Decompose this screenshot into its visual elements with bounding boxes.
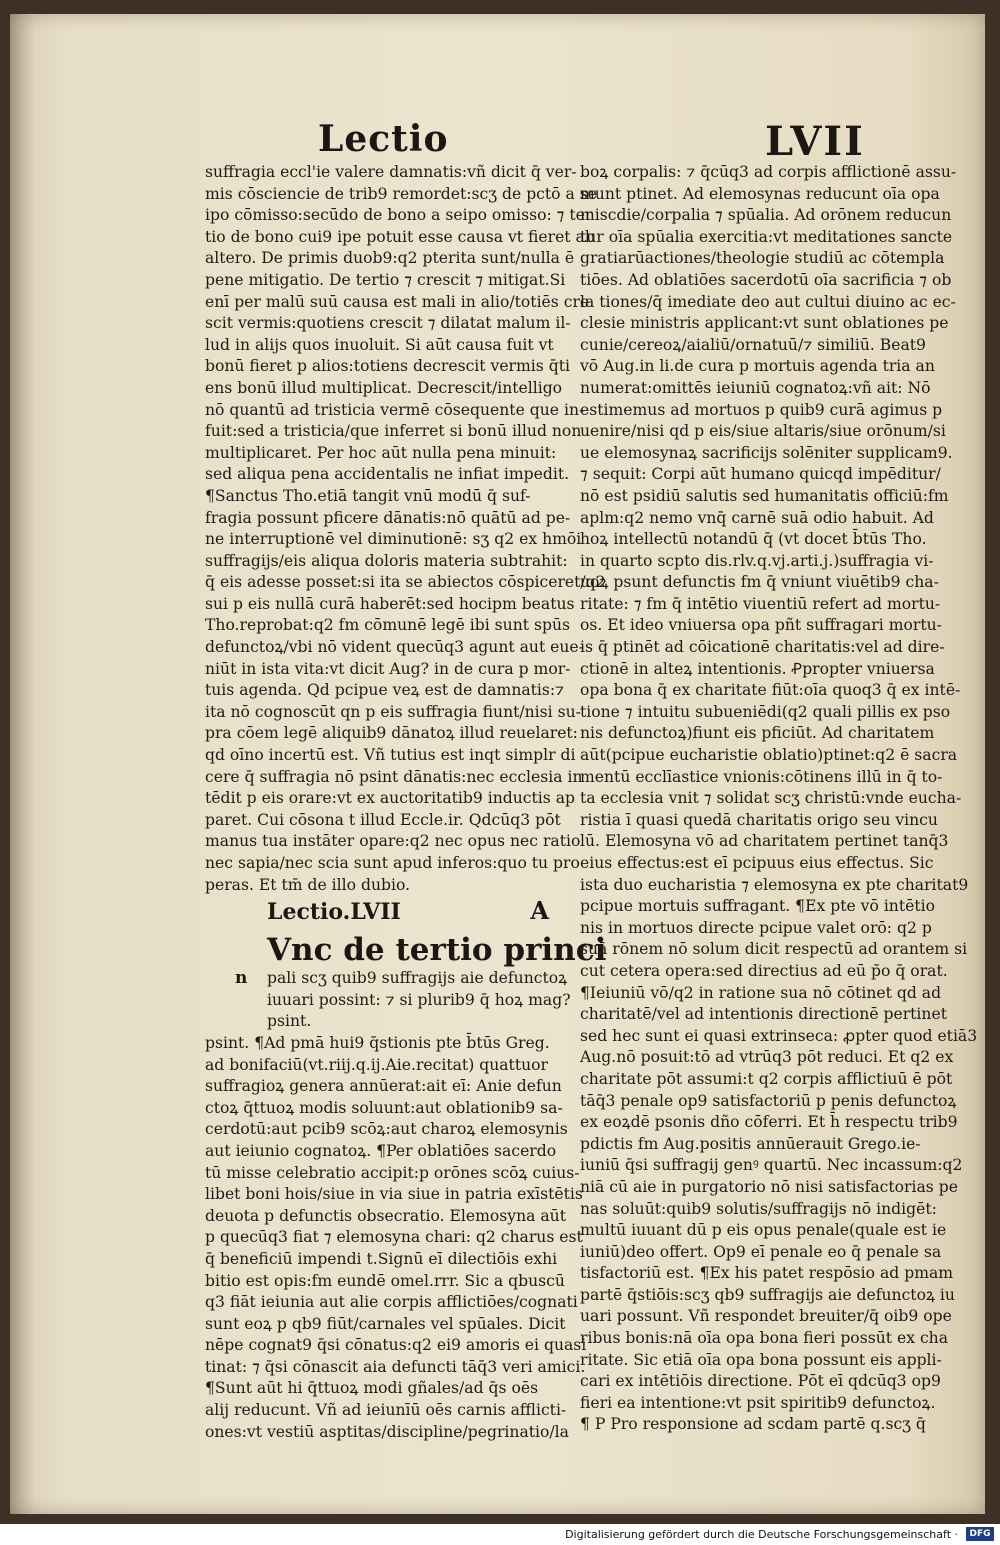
text-line: ipo cōmisso:secūdo de bono a seipo omisso: ⁊ ter <box>205 206 593 225</box>
text-line: suffragijs/eis aliqua doloris materia subtrahit: <box>205 551 568 570</box>
indented-block <box>205 968 571 1033</box>
text-line: tur oīa spūalia exercitia:vt meditationes sancte <box>580 227 953 246</box>
section-title: Lectio.LVII <box>267 899 401 926</box>
text-line: ta ecclesia vnit ⁊ solidat scʒ christū:vnde eucha- <box>580 789 962 808</box>
guide-letter: n <box>235 968 248 989</box>
section-heading <box>205 896 555 932</box>
text-line: pcipue mortuis suffragant. ¶Ex pte vō intētio <box>580 897 935 916</box>
text-line: ritate. Sic etiā oīa opa bona possunt eis appli- <box>580 1350 942 1369</box>
text-line: os. Et ideo vniuersa opa pñt suffragari mortu- <box>580 616 942 635</box>
text-line: fuit:sed a tristicia/que inferret si bonū illud non <box>205 422 582 441</box>
text-line: ex eoꝝdē psonis dño cōferri. Et h̄ respectu trib9 <box>580 1113 958 1132</box>
incipit-line: Vnc de tertio princi <box>267 932 607 969</box>
text-line: ritate: ⁊ fm q̄ intētio viuentiū refert ad mortu- <box>580 594 941 613</box>
running-head-left: Lectio <box>318 118 449 160</box>
text-line: sed aliqua pena accidentalis ne infiat impedit. <box>205 465 570 484</box>
text-line: peras. Et tm̄ de illo dubio. <box>205 875 411 894</box>
text-line: lud in alijs quos inuoluit. Si aūt causa fuit vt <box>205 335 554 354</box>
text-line: eius effectus:est eī pcipuus eius effectus. Sic <box>580 854 934 872</box>
text-line: psint. ¶Ad pmā hui9 q̄stionis pte b̄tūs Greg. <box>205 1033 550 1052</box>
text-line: psint. <box>267 1012 312 1031</box>
text-line: mentū ecclīastice vnionis:cōtinens illū in q̄ to- <box>580 767 943 786</box>
footer-bar <box>0 1524 1000 1545</box>
text-line: niā cū aie in purgatorio nō nisi satisfactorias pe <box>580 1177 958 1196</box>
text-line: tione ⁊ intuitu subueniēdi(q2 quali pillis ex pso <box>580 702 951 721</box>
text-line: q3 fiāt ieiunia aut alie corpis afflictiōes/cognati <box>205 1293 578 1312</box>
dfg-logo: DFG <box>966 1527 994 1541</box>
text-line: suffragia eccl'ie valere damnatis:vñ dicit q̄ ver- <box>205 163 577 181</box>
text-line: hoꝝ intellectū notandū q̄ (vt docet b̄tūs Tho. <box>580 530 927 549</box>
text-line: fragia possunt pficere dānatis:nō quātū ad pe- <box>205 508 571 527</box>
text-line: ¶Sanctus Tho.etiā tangit vnū modū q̄ suf- <box>205 486 531 505</box>
text-line: cerdotū:aut pcib9 scōꝝ:aut charoꝝ elemosynis <box>205 1120 568 1139</box>
text-line: enī per malū suū causa est mali in alio/totiēs cre <box>205 292 590 311</box>
text-line: ad bonifaciū(vt.riij.q.ij.Aie.recitat) quattuor <box>205 1055 548 1074</box>
page-gutter-shadow <box>10 14 36 1514</box>
indented-lines <box>205 968 571 1033</box>
text-line: ne interruptionē vel diminutionē: sʒ q2 ex hmōi <box>205 530 582 549</box>
text-line: multiplicaret. Per hoc aūt nulla pena minuit: <box>205 443 557 462</box>
text-line: Tho.reprobat:q2 fm cōmunē legē ibi sunt spūs <box>205 616 571 635</box>
text-line: tio de bono cui9 ipe potuit esse causa vt fieret ab <box>205 227 595 246</box>
text-line: ¶ P Pro responsione ad scdam partē q.scʒ q̄ <box>580 1415 926 1434</box>
text-line: numerat:omittēs ieiuniū cognatoꝝ:vñ ait: Nō <box>580 378 931 397</box>
text-line: uari possunt. Vñ respondet breuiter/q̄ oib9 ope <box>580 1307 952 1326</box>
text-line: gratiarūactiones/theologie studiū ac cōtempla <box>580 249 945 268</box>
text-line: charitatē/vel ad intentionis directionē pertinet <box>580 1005 947 1024</box>
text-line: altero. De primis duob9:q2 pterita sunt/nulla ē <box>205 249 575 268</box>
text-line: alij reducunt. Vñ ad ieiunīū oēs carnis afflicti- <box>205 1401 567 1420</box>
text-line: pali scʒ quib9 suffragijs aie defunctoꝝ <box>267 969 568 988</box>
text-line: ¶Ieiuniū vō/q2 in ratione sua nō cōtinet qd ad <box>580 983 942 1002</box>
text-line: tū misse celebratio accipit:p orōnes scōꝝ cuius- <box>205 1163 580 1182</box>
text-line: cunie/cereoꝝ/aialiū/ornatuū/⁊ similiū. Beat9 <box>580 335 926 354</box>
text-line: sunt eoꝝ p qb9 fiūt/carnales vel spūales. Dicit <box>205 1314 566 1333</box>
text-line: boꝝ corpalis: ⁊ q̄cūq3 ad corpis afflictionē assu- <box>580 163 957 181</box>
text-line: paret. Cui cōsona t illud Eccle.ir. Qdcūq3 pōt <box>205 810 561 829</box>
section-marginal-letter: A <box>530 896 549 926</box>
text-line: partē q̄stiōis:scʒ qb9 suffragijs aie defunctoꝝ iu <box>580 1285 955 1304</box>
text-line: bonū fieret p alios:totiens decrescit vermis q̄ti <box>205 357 570 376</box>
text-line: tuis agenda. Qd pcipue veꝝ est de damnatis:⁊ <box>205 681 565 700</box>
text-line: nis in mortuos directe pcipue valet orō: q2 p <box>580 918 932 937</box>
text-line: ones:vt vestiū asptitas/discipline/pegrinatio/la <box>205 1422 569 1441</box>
text-line: tāq̄3 penale op9 satisfactoriū p penis defunctoꝝ <box>580 1091 957 1110</box>
text-line: pdictis fm Aug.positis annūerauit Grego.ie- <box>580 1134 921 1153</box>
text-line: fieri ea intentione:vt psit spiritib9 defunctoꝝ. <box>580 1393 936 1412</box>
text-line: manus tua instāter opare:q2 nec opus nec ratio <box>205 832 581 851</box>
text-line: tinat: ⁊ q̄si cōnascit aia defuncti tāq̄3 veri amici. <box>205 1357 586 1376</box>
left-column <box>205 162 607 1443</box>
text-line: tisfactoriū est. ¶Ex his patet respōsio ad pmam <box>580 1264 954 1283</box>
text-line: ens bonū illud multiplicat. Decrescit/intelligo <box>205 378 563 397</box>
text-line: ribus bonis:nā oīa opa bona fieri possūt ex cha <box>580 1329 949 1348</box>
text-line: vō Aug.in li.de cura p mortuis agenda tria an <box>580 357 935 376</box>
text-line: iuniū)deo offert. Op9 eī penale eo q̄ penale sa <box>580 1242 942 1261</box>
text-line: ista duo eucharistia ⁊ elemosyna ex pte charitat9 <box>580 875 969 894</box>
text-line: suffragioꝝ genera annūerat:ait eī: Anie defun <box>205 1077 562 1096</box>
text-line: miscdie/corpalia ⁊ spūalia. Ad orōnem reducun <box>580 206 952 225</box>
text-line: q̄ eis adesse posset:si ita se abiectos cōspiceret/q2 <box>205 573 606 592</box>
text-line: clesie ministris applicant:vt sunt oblationes pe <box>580 314 949 333</box>
text-line: ⁊ sequit: Corpi aūt humano quicqd impēditur/ <box>580 465 941 484</box>
text-line: aut ieiunio cognatoꝝ. ¶Per oblatiōes sacerdo <box>205 1141 557 1160</box>
text-line: ue elemosynaꝝ sacrificijs solēniter supplicam9. <box>580 443 953 462</box>
text-line: libet boni hois/siue in via siue in patria exīstētis <box>205 1185 583 1204</box>
text-line: estimemus ad mortuos p quib9 curā agimus p <box>580 400 943 419</box>
text-line: opa bona q̄ ex charitate fiūt:oīa quoq3 q̄ ex intē- <box>580 681 961 700</box>
text-line: uoꝝ psunt defunctis fm q̄ vniunt viuētib9 cha- <box>580 573 939 592</box>
right-column-text <box>580 162 978 1436</box>
text-line: p quecūq3 fiat ⁊ elemosyna chari: q2 charus est <box>205 1228 583 1247</box>
text-line: pra cōem legē aliquib9 dānatoꝝ illud reuelaret: <box>205 724 578 743</box>
text-line: sed hec sunt ei quasi extrinseca: ꝓpter quod etiā3 <box>580 1026 978 1045</box>
text-line: q̄ beneficiū impendi t.Signū eī dilectiōis exhi <box>205 1249 558 1268</box>
text-line: nec sapia/nec scia sunt apud inferos:quo tu pro <box>205 854 580 872</box>
text-line: in quarto scpto dis.rlv.q.vj.arti.j.)suffragia vi- <box>580 551 934 570</box>
text-line: aūt(pcipue eucharistie oblatio)ptinet:q2 ē sacra <box>580 746 958 765</box>
text-line: lū. Elemosyna vō ad charitatem pertinet tanq̄3 <box>580 832 949 851</box>
text-line: cut cetera opera:sed directius ad eū p̄o q̄ orat. <box>580 961 948 980</box>
text-line: is q̄ ptinēt ad cōicationē charitatis:vel ad dire- <box>580 638 945 657</box>
text-line: ristia ī quasi quedā charitatis origo seu vincu <box>580 810 938 829</box>
running-head-right: LVII <box>765 118 865 165</box>
text-line: tiōes. Ad oblatiōes sacerdotū oīa sacrificia ⁊ ob <box>580 270 952 289</box>
text-line: iuniū q̄si suffragij genꝰ quartū. Nec incassum:q2 <box>580 1156 963 1175</box>
text-line: aplm:q2 nemo vnq̄ carnē suā odio habuit. Ad <box>580 508 934 527</box>
text-line: pene mitigatio. De tertio ⁊ crescit ⁊ mitigat.Si <box>205 270 566 289</box>
text-line: defunctoꝝ/vbi nō vident quecūq3 agunt aut eue- <box>205 638 584 657</box>
footer-credit: Digitalisierung gefördert durch die Deutsche Forschungsgemeinschaft · <box>565 1528 958 1541</box>
text-line: charitate pōt assumi:t q2 corpis afflictiuū ē pōt <box>580 1069 953 1088</box>
text-line: mis cōsciencie de trib9 remordet:scʒ de pctō a se <box>205 184 598 203</box>
text-line: ¶Sunt aūt hi q̄ttuoꝝ modi gñales/ad q̄s oēs <box>205 1379 539 1398</box>
text-line: suā rōnem nō solum dicit respectū ad orantem si <box>580 940 968 959</box>
text-line: nis defunctoꝝ)fiunt eis pficiūt. Ad charitatem <box>580 724 935 743</box>
text-line: nō quantū ad tristicia vermē cōsequente que in- <box>205 400 585 419</box>
text-line: cere q̄ suffragia nō psint dānatis:nec ecclesia in <box>205 767 583 786</box>
text-line: multū iuuant dū p eis opus penale(quale est ie <box>580 1221 947 1240</box>
text-line: ctionē in alteꝝ intentionis. Ꝓpropter vniuersa <box>580 659 935 678</box>
text-line: nō est psidiū salutis sed humanitatis officiū:fm <box>580 486 949 505</box>
text-line: sui p eis nullā curā haberēt:sed hocipm beatus <box>205 594 575 613</box>
text-line: iuuari possint: ⁊ si plurib9 q̄ hoꝝ mag? <box>267 990 571 1009</box>
text-line: qd oīno incertū est. Vñ tutius est inqt simplr di <box>205 746 576 765</box>
right-column <box>580 162 978 1436</box>
text-line: tēdit p eis orare:vt ex auctoritatib9 inductis ap <box>205 789 576 808</box>
text-line: niūt in ista vita:vt dicit Aug? in de cura p mor- <box>205 659 571 678</box>
text-line: deuota p defunctis obsecratio. Elemosyna aūt <box>205 1206 566 1225</box>
text-line: uenire/nisi qd p eis/siue altaris/siue orōnum/si <box>580 422 946 441</box>
text-line: bitio est opis:fm eundē omel.rrr. Sic a qbuscū <box>205 1271 565 1290</box>
text-line: cari ex intētiōis directione. Pōt eī qdcūq3 op9 <box>580 1372 941 1391</box>
left-column-text-bottom <box>205 1033 587 1443</box>
text-line: nēpe cognat9 q̄si cōnatus:q2 ei9 amoris ei quasi <box>205 1336 587 1355</box>
text-line: scit vermis:quotiens crescit ⁊ dilatat malum il- <box>205 314 571 333</box>
text-line: Aug.nō posuit:tō ad vtrūq3 pōt reduci. Et q2 ex <box>580 1048 954 1067</box>
text-line: la tiones/q̄ imediate deo aut cultui diuino ac ec- <box>580 292 956 311</box>
text-line: ita nō cognoscūt qn p eis suffragia fiunt/nisi su- <box>205 702 581 721</box>
text-line: munt ptinet. Ad elemosynas reducunt oīa opa <box>580 184 940 203</box>
text-line: nas soluūt:quib9 solutis/suffragijs nō indigēt: <box>580 1199 937 1218</box>
left-column-text-top <box>205 162 606 896</box>
text-line: ctoꝝ q̄ttuoꝝ modis soluunt:aut oblationib9 sa- <box>205 1098 563 1117</box>
